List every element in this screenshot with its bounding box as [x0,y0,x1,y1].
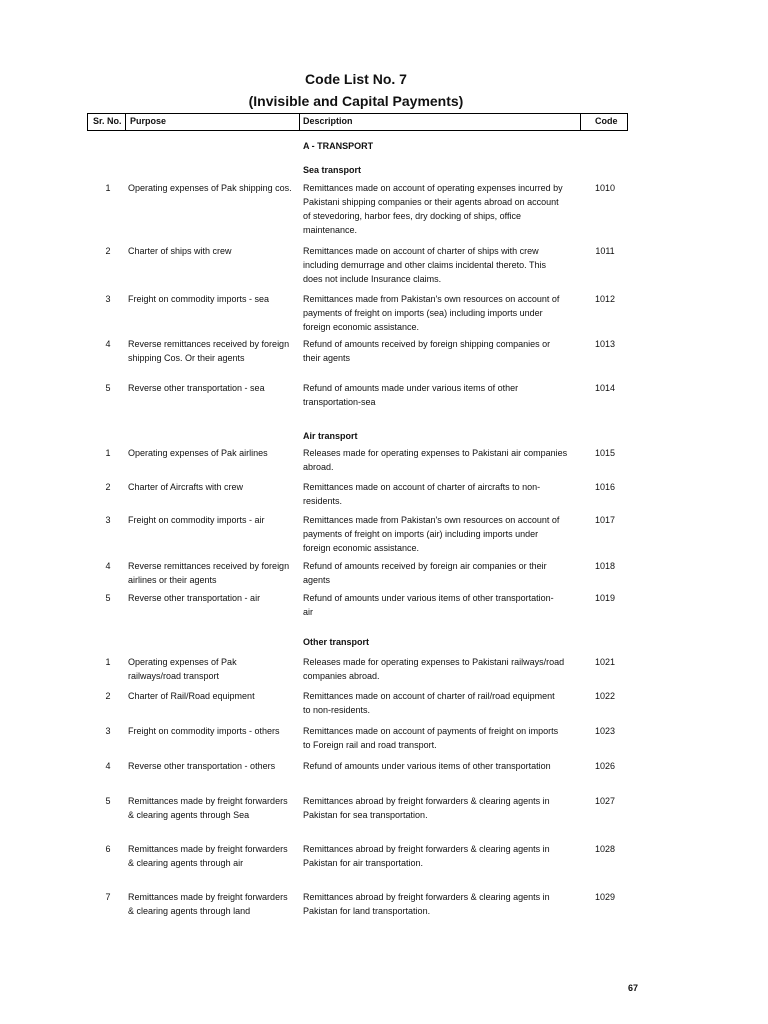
row-description: Remittances made on account of operating expenses incurred by [303,183,563,193]
row-purpose: Reverse other transportation - air [128,593,261,603]
row-description: air [303,607,314,617]
row-purpose: Charter of Aircrafts with crew [128,482,244,492]
row-code: 1023 [594,726,616,736]
header-divider [580,114,581,130]
row-description: Remittances made from Pakistan's own resources on account of [303,294,560,304]
row-purpose: Operating expenses of Pak airlines [128,448,268,458]
row-description: Refund of amounts under various items of other transportation [303,761,551,771]
row-sr-no: 7 [105,892,111,902]
row-description: including demurrage and other claims incidental thereto. This [303,260,546,270]
row-code: 1029 [594,892,616,902]
header-divider [299,114,300,130]
row-code: 1011 [595,246,615,256]
row-sr-no: 6 [105,844,111,854]
row-description: Releases made for operating expenses to Pakistani air companies [303,448,568,458]
row-sr-no: 1 [105,183,111,193]
row-sr-no: 2 [105,482,111,492]
row-purpose: Charter of Rail/Road equipment [128,691,255,701]
row-description: residents. [303,496,343,506]
row-sr-no: 2 [105,691,111,701]
row-description: companies abroad. [303,671,380,681]
row-code: 1013 [594,339,616,349]
row-code: 1015 [594,448,616,458]
row-description: Remittances abroad by freight forwarders & clearing agents in [303,796,550,806]
row-description: payments of freight on imports (air) including imports under [303,529,539,539]
row-description: payments of freight on imports (sea) including imports under [303,308,543,318]
row-purpose: & clearing agents through Sea [128,810,250,820]
page-subtitle: (Invisible and Capital Payments) [248,93,464,109]
row-description: foreign economic assistance. [303,322,420,332]
header-code: Code [595,116,618,126]
row-description: Remittances made on account of payments of freight on imports [303,726,559,736]
page-title: Code List No. 7 [305,71,407,87]
row-sr-no: 1 [105,657,111,667]
page-number: 67 [628,983,639,993]
row-purpose: & clearing agents through land [128,906,251,916]
row-description: Remittances made on account of charter of aircrafts to non- [303,482,541,492]
header-sr-no: Sr. No. [93,116,122,126]
row-code: 1021 [594,657,616,667]
row-description: Pakistani shipping companies or their agents abroad on account [303,197,559,207]
row-code: 1028 [594,844,616,854]
row-description: to non-residents. [303,705,371,715]
row-code: 1016 [594,482,616,492]
row-description: Remittances made on account of charter of ships with crew [303,246,539,256]
row-description: Remittances abroad by freight forwarders & clearing agents in [303,844,550,854]
row-sr-no: 4 [105,561,111,571]
row-sr-no: 3 [105,515,111,525]
row-description: of stevedoring, harbor fees, dry docking of ships, office [303,211,521,221]
table-header [87,113,628,131]
row-purpose: shipping Cos. Or their agents [128,353,245,363]
row-description: Refund of amounts under various items of other transportation- [303,593,554,603]
row-code: 1026 [594,761,616,771]
row-purpose: Operating expenses of Pak shipping cos. [128,183,292,193]
row-code: 1027 [594,796,616,806]
header-purpose: Purpose [130,116,167,126]
row-description: agents [303,575,331,585]
row-purpose: Reverse remittances received by foreign [128,561,290,571]
row-purpose: Freight on commodity imports - air [128,515,265,525]
row-code: 1010 [594,183,616,193]
row-sr-no: 1 [105,448,111,458]
row-description: does not include Insurance claims. [303,274,442,284]
row-purpose: Freight on commodity imports - sea [128,294,270,304]
row-sr-no: 3 [105,726,111,736]
row-description: abroad. [303,462,334,472]
row-purpose: Remittances made by freight forwarders [128,796,288,806]
row-sr-no: 5 [105,796,111,806]
row-code: 1022 [594,691,616,701]
row-description: Refund of amounts received by foreign air companies or their [303,561,547,571]
row-purpose: & clearing agents through air [128,858,244,868]
row-description: Refund of amounts made under various items of other [303,383,519,393]
row-code: 1017 [594,515,616,525]
row-description: Remittances abroad by freight forwarders & clearing agents in [303,892,550,902]
row-purpose: Reverse other transportation - others [128,761,276,771]
row-purpose: railways/road transport [128,671,220,681]
row-purpose: airlines or their agents [128,575,217,585]
section-heading: Other transport [303,637,370,647]
row-description: Pakistan for sea transportation. [303,810,428,820]
row-sr-no: 5 [105,383,111,393]
row-description: Pakistan for land transportation. [303,906,431,916]
row-description: to Foreign rail and road transport. [303,740,437,750]
section-heading: Air transport [303,431,358,441]
row-description: transportation-sea [303,397,376,407]
row-description: maintenance. [303,225,358,235]
section-main-heading: A - TRANSPORT [303,141,374,151]
row-code: 1014 [594,383,616,393]
row-purpose: Charter of ships with crew [128,246,232,256]
row-purpose: Operating expenses of Pak [128,657,237,667]
section-heading: Sea transport [303,165,362,175]
row-description: Releases made for operating expenses to Pakistani railways/road [303,657,565,667]
header-description: Description [303,116,353,126]
row-code: 1012 [594,294,616,304]
row-description: Remittances made on account of charter of rail/road equipment [303,691,555,701]
row-purpose: Remittances made by freight forwarders [128,844,288,854]
row-purpose: Remittances made by freight forwarders [128,892,288,902]
row-purpose: Freight on commodity imports - others [128,726,280,736]
row-description: foreign economic assistance. [303,543,420,553]
row-purpose: Reverse other transportation - sea [128,383,265,393]
row-description: Pakistan for air transportation. [303,858,424,868]
row-purpose: Reverse remittances received by foreign [128,339,290,349]
row-sr-no: 4 [105,761,111,771]
row-sr-no: 5 [105,593,111,603]
row-description: Refund of amounts received by foreign shipping companies or [303,339,551,349]
row-sr-no: 4 [105,339,111,349]
row-description: their agents [303,353,351,363]
row-code: 1018 [594,561,616,571]
header-divider [125,114,126,130]
row-sr-no: 3 [105,294,111,304]
row-description: Remittances made from Pakistan's own resources on account of [303,515,560,525]
row-sr-no: 2 [105,246,111,256]
row-code: 1019 [594,593,616,603]
